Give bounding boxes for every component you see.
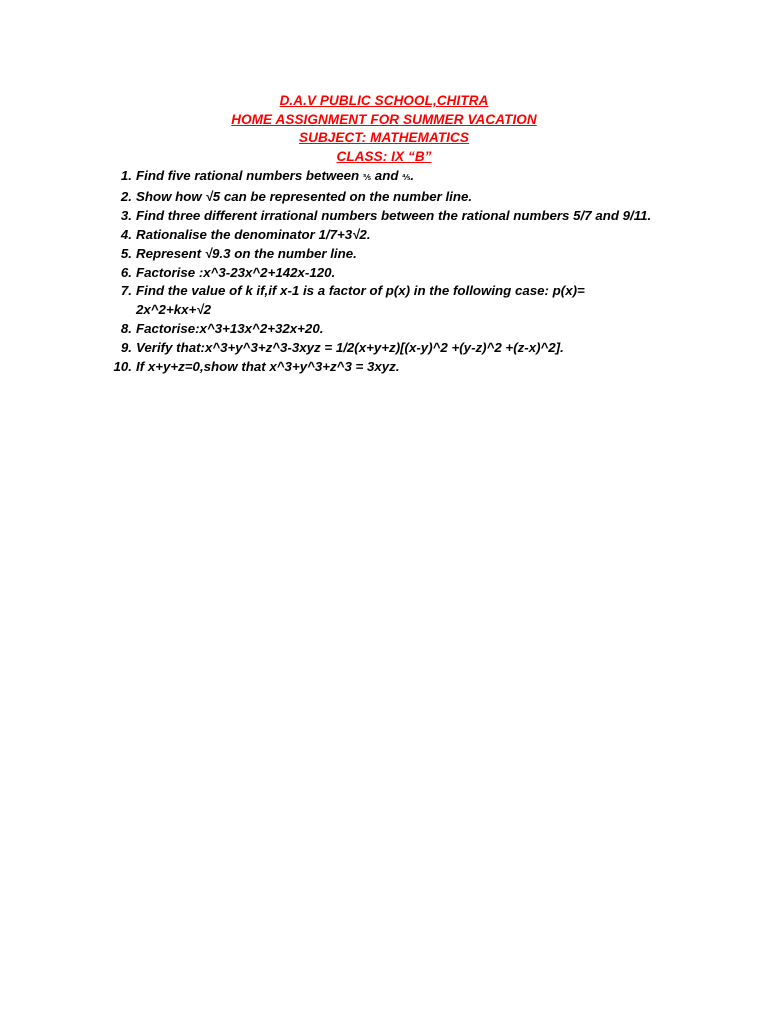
question-text	[136, 167, 728, 188]
question-text: Show how √5 can be represented on the number line.	[136, 188, 473, 204]
fraction-glyph: ⅘	[402, 173, 411, 182]
question-item	[108, 207, 728, 226]
question-number: 3.	[120, 207, 132, 223]
question-item	[108, 282, 728, 320]
question-text: Represent √9.3 on the number line.	[136, 245, 357, 261]
question-item	[108, 167, 728, 188]
assignment-title: HOME ASSIGNMENT FOR SUMMER VACATION	[231, 111, 537, 127]
question-number: 7.	[120, 283, 132, 299]
fraction-glyph: ⅗	[362, 173, 372, 182]
question-text: Factorise:x^3+13x^2+32x+20.	[136, 321, 324, 337]
question-text: If x+y+z=0,show that x^3+y^3+z^3 = 3xyz.	[136, 359, 400, 375]
question-text: Factorise :x^3-23x^2+142x-120.	[136, 264, 336, 280]
class-line: CLASS: IX “B”	[336, 149, 432, 165]
question-text: Find three different irrational numbers between the rational numbers 5/7 and 9/11.	[136, 207, 652, 223]
question-number: 5.	[120, 245, 132, 261]
school-name: D.A.V PUBLIC SCHOOL,CHITRA	[279, 93, 489, 108]
document-header	[0, 92, 768, 167]
question-number: 1.	[120, 168, 132, 183]
question-item	[108, 245, 728, 264]
question-number: 2.	[120, 188, 132, 204]
question-number: 4.	[120, 226, 132, 242]
question-list	[108, 167, 728, 377]
question-text: Rationalise the denominator 1/7+3√2.	[136, 226, 371, 242]
subject-line: SUBJECT: MATHEMATICS	[299, 130, 469, 146]
question-number: 8.	[120, 321, 132, 337]
question-text-part: and	[371, 168, 403, 183]
question-item	[108, 264, 728, 283]
question-text-part: .	[410, 168, 415, 183]
question-item	[108, 358, 728, 377]
question-text: Find the value of k if,if x-1 is a factor of p(x) in the following case: p(x)= 2x^2+kx+√2	[136, 283, 585, 318]
question-number: 6.	[120, 264, 132, 280]
question-item	[108, 339, 728, 358]
question-text: Verify that:x^3+y^3+z^3-3xyz = 1/2(x+y+z)[(x-y)^2 +(y-z)^2 +(z-x)^2].	[136, 340, 564, 356]
question-item	[108, 188, 728, 207]
question-number: 10.	[113, 359, 132, 375]
question-item	[108, 226, 728, 245]
question-text-part: Find five rational numbers between	[136, 168, 363, 183]
question-item	[108, 320, 728, 339]
question-number: 9.	[120, 340, 132, 356]
